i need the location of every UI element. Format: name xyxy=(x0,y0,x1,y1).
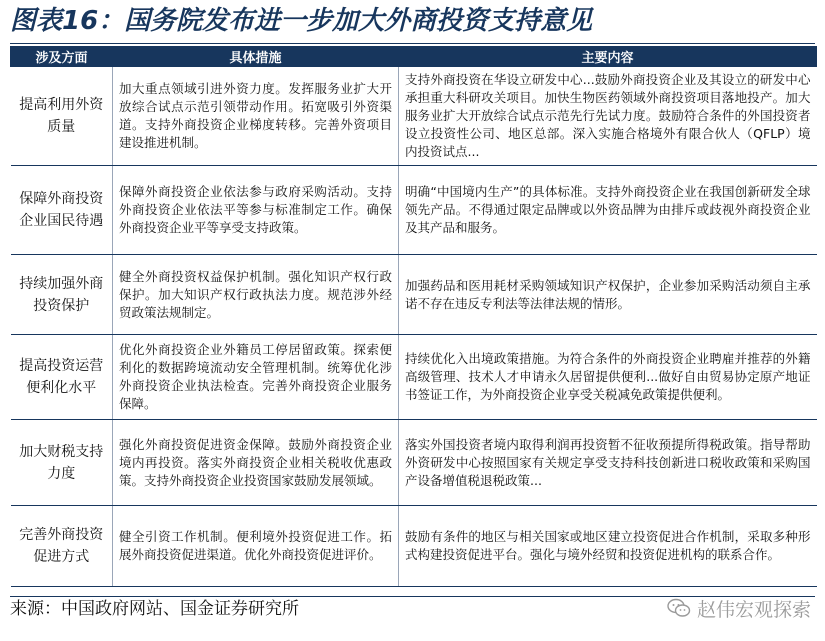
table-header-row xyxy=(11,47,817,67)
row-content: 明确“中国境内生产”的具体标准。支持外商投资企业在我国创新研发全球领先产品。不得通过限定品牌或以外资品牌为由排斥或歧视外商投资企业及其产品和服务。 xyxy=(399,166,817,255)
row-content: 支持外商投资在华设立研发中心...鼓励外商投资企业及其设立的研发中心承担重大科研攻关项目。加快生物医药领域外商投资项目落地投产。加大服务业扩大开放综合试点示范先行先试力度。鼓励符合条件的外国投资者设立投资性公司、地区总部。深入实施合格境外有限合伙人（QFLP）境内投资试点... xyxy=(399,67,817,166)
row-area: 提高投资运营便利化水平 xyxy=(11,335,113,420)
watermark xyxy=(667,594,811,622)
header-area: 涉及方面 xyxy=(11,47,113,67)
watermark-text: 赵伟宏观探索 xyxy=(696,598,811,621)
table-row xyxy=(11,335,817,420)
table-row xyxy=(11,420,817,506)
header-content: 主要内容 xyxy=(399,47,817,67)
row-measures: 健全引资工作机制。便利境外投资促进工作。拓展外商投资促进渠道。优化外商投资促进评价。 xyxy=(113,506,399,587)
table-row xyxy=(11,67,817,166)
table-row xyxy=(11,166,817,255)
table-row xyxy=(11,255,817,335)
policy-table xyxy=(10,46,817,587)
row-area: 完善外商投资促进方式 xyxy=(11,506,113,587)
row-measures: 保障外商投资企业依法参与政府采购活动。支持外商投资企业依法平等参与标准制定工作。确保外商投资企业平等享受支持政策。 xyxy=(113,166,399,255)
row-area: 提高利用外资质量 xyxy=(11,67,113,166)
source-note: 来源：中国政府网站、国金证券研究所 xyxy=(10,599,299,619)
title-divider xyxy=(10,43,815,44)
row-content: 落实外国投资者境内取得利润再投资暂不征收预提所得税政策。指导帮助外资研发中心按照国家有关规定享受支持科技创新进口税收政策和采购国产设备增值税退税政策... xyxy=(399,420,817,506)
table-row xyxy=(11,506,817,587)
header-measures: 具体措施 xyxy=(113,47,399,67)
row-measures: 加大重点领域引进外资力度。发挥服务业扩大开放综合试点示范引领带动作用。拓宽吸引外资渠道。支持外商投资企业梯度转移。完善外资项目建设推进机制。 xyxy=(113,67,399,166)
row-area: 持续加强外商投资保护 xyxy=(11,255,113,335)
row-content: 持续优化入出境政策措施。为符合条件的外商投资企业聘雇并推荐的外籍高级管理、技术人才申请永久居留提供便利...做好自由贸易协定原产地证书签证工作，为外商投资企业享受关税减免政策提供便利。 xyxy=(399,335,817,420)
row-area: 保障外商投资企业国民待遇 xyxy=(11,166,113,255)
page-title: 图表16：国务院发布进一步加大外商投资支持意见 xyxy=(10,6,593,36)
row-measures: 强化外商投资促进资金保障。鼓励外商投资企业境内再投资。落实外商投资企业相关税收优惠政策。支持外商投资企业投资国家鼓励发展领域。 xyxy=(113,420,399,506)
wechat-icon xyxy=(667,598,691,618)
row-content: 加强药品和医用耗材采购领域知识产权保护，企业参加采购活动须自主承诺不存在违反专利法等法律法规的情形。 xyxy=(399,255,817,335)
row-measures: 健全外商投资权益保护机制。强化知识产权行政保护。加大知识产权行政执法力度。规范涉外经贸政策法规制定。 xyxy=(113,255,399,335)
row-content: 鼓励有条件的地区与相关国家或地区建立投资促进合作机制，采取多种形式构建投资促进平台。强化与境外经贸和投资促进机构的联系合作。 xyxy=(399,506,817,587)
row-area: 加大财税支持力度 xyxy=(11,420,113,506)
row-measures: 优化外商投资企业外籍员工停居留政策。探索便利化的数据跨境流动安全管理机制。统筹优化涉外商投资企业执法检查。完善外商投资企业服务保障。 xyxy=(113,335,399,420)
